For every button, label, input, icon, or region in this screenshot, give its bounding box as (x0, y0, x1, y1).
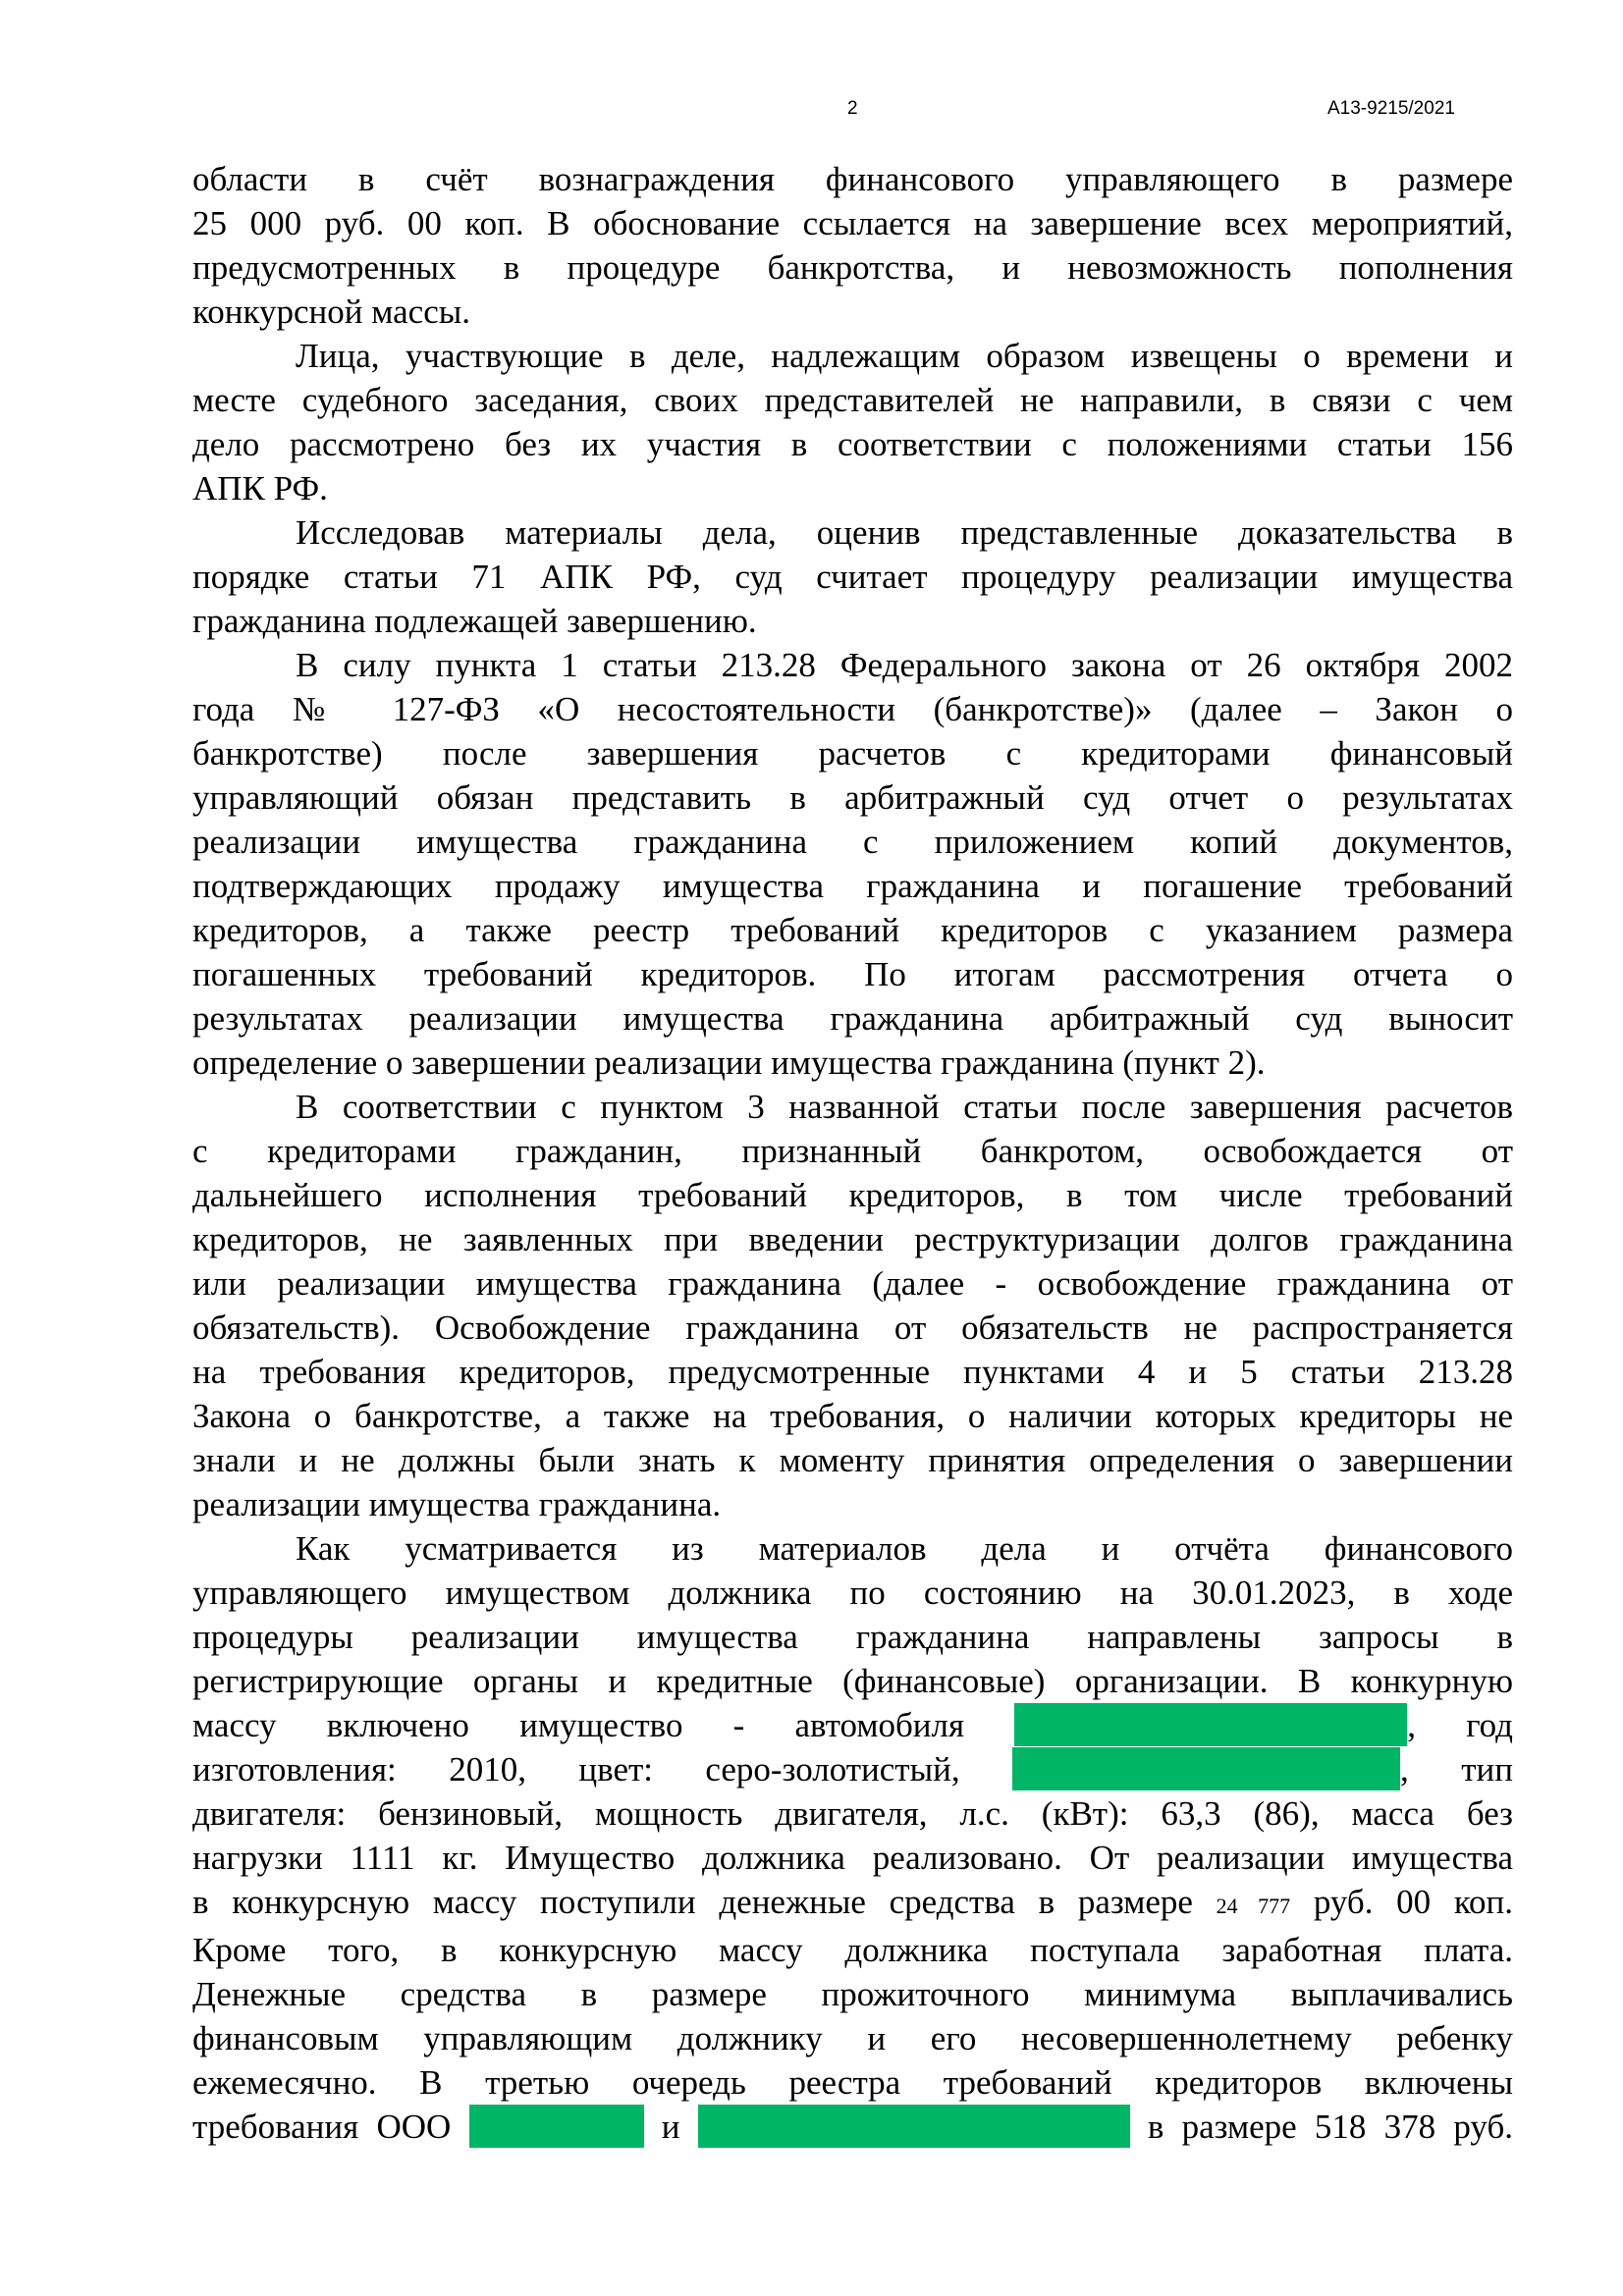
text-line (192, 2105, 1513, 2149)
text-line: предусмотренных в процедуре банкротства, и невозможность пополнения (192, 248, 1513, 287)
text-line: или реализации имущества гражданина (далее - освобождение гражданина от (192, 1264, 1513, 1303)
text-line: нагрузки 1111 кг. Имущество должника реализовано. От реализации имущества (192, 1839, 1513, 1877)
redaction-creditor-name-2 (698, 2105, 1130, 2148)
text-line: двигателя: бензиновый, мощность двигателя, л.с. (кВт): 63,3 (86), масса без (192, 1794, 1513, 1833)
text-fragment: массу включено имущество - автомобиля (192, 1706, 965, 1744)
text-line: конкурсной массы. (192, 293, 470, 331)
text-line: знали и не должны были знать к моменту принятия определения о завершении (192, 1441, 1513, 1479)
text-line: финансовым управляющим должнику и его несовершеннолетнему ребенку (192, 2019, 1513, 2057)
text-fragment: и (661, 2108, 680, 2146)
text-line: В силу пункта 1 статьи 213.28 Федерального закона от 26 октября 2002 (296, 646, 1513, 684)
text-line: дальнейшего исполнения требований кредиторов, в том числе требований (192, 1176, 1513, 1214)
text-line: кредиторов, не заявленных при введении реструктуризации долгов гражданина (192, 1220, 1513, 1258)
text-line: погашенных требований кредиторов. По итогам рассмотрения отчета о (192, 955, 1513, 993)
text-line: области в счёт вознаграждения финансового управляющего в размере (192, 160, 1513, 198)
text-line: года № 127-ФЗ «О несостоятельности (банкротстве)» (далее – Закон о (192, 690, 1513, 728)
case-number: А13-9215/2021 (1327, 98, 1455, 119)
text-line (192, 1880, 1513, 1928)
text-line: гражданина подлежащей завершению. (192, 602, 757, 640)
text-line: ежемесячно. В третью очередь реестра требований кредиторов включены (192, 2063, 1513, 2102)
text-fragment: изготовления: 2010, цвет: серо-золотистый, (192, 1750, 960, 1789)
text-line: с кредиторами гражданин, признанный банкротом, освобождается от (192, 1132, 1513, 1170)
text-fragment: в конкурсную массу поступили денежные средства в размере (192, 1883, 1193, 1921)
text-line: банкротстве) после завершения расчетов с кредиторами финансовый (192, 734, 1513, 773)
paragraph-case-materials (192, 1526, 1513, 2149)
text-line: АПК РФ. (192, 469, 328, 507)
text-line: управляющего имуществом должника по состоянию на 30.01.2023, в ходе (192, 1574, 1513, 1612)
sale-amount: 24 777 (1216, 1894, 1291, 1918)
text-line (192, 1747, 1513, 1791)
redaction-creditor-name (469, 2105, 644, 2148)
text-line: на требования кредиторов, предусмотренные пунктами 4 и 5 статьи 213.28 (192, 1353, 1513, 1391)
paragraph-release-from-obligations (192, 1085, 1513, 1526)
redaction-vehicle-vin (1012, 1747, 1400, 1790)
text-line: регистрирующие органы и кредитные (финансовые) организации. В конкурную (192, 1662, 1513, 1700)
redaction-vehicle-model (1014, 1703, 1407, 1746)
text-fragment: , тип (1400, 1750, 1513, 1789)
text-line: месте судебного заседания, своих представителей не направили, в связи с чем (192, 381, 1513, 419)
text-line: Исследовав материалы дела, оценив представленные доказательства в (296, 513, 1513, 552)
text-line: управляющий обязан представить в арбитражный суд отчет о результатах (192, 778, 1513, 817)
text-line: Закона о банкротстве, а также на требования, о наличии которых кредиторы не (192, 1397, 1513, 1435)
paragraph-fee-request (192, 157, 1513, 334)
text-line: процедуры реализации имущества гражданина направлены запросы в (192, 1618, 1513, 1656)
text-fragment: , год (1407, 1706, 1513, 1744)
text-line: Денежные средства в размере прожиточного минимума выплачивались (192, 1975, 1513, 2013)
paragraph-participants-notified (192, 334, 1513, 510)
text-line: 25 000 руб. 00 коп. В обоснование ссылается на завершение всех мероприятий, (192, 204, 1513, 242)
text-line: подтверждающих продажу имущества гражданина и погашение требований (192, 867, 1513, 905)
page-number: 2 (847, 98, 858, 119)
text-line: реализации имущества гражданина с приложением копий документов, (192, 823, 1513, 861)
text-fragment: в размере 518 378 руб. (1147, 2108, 1514, 2146)
text-line: Как усматривается из материалов дела и отчёта финансового (296, 1529, 1513, 1568)
document-body (192, 157, 1513, 2149)
text-line: дело рассмотрено без их участия в соответствии с положениями статьи 156 (192, 425, 1513, 463)
text-line: Лица, участвующие в деле, надлежащим образом извещены о времени и (296, 337, 1513, 375)
text-line: порядке статьи 71 АПК РФ, суд считает процедуру реализации имущества (192, 558, 1513, 596)
text-fragment: руб. 00 коп. (1313, 1883, 1514, 1921)
text-line: результатах реализации имущества гражданина арбитражный суд выносит (192, 999, 1513, 1038)
text-line: В соответствии с пунктом 3 названной статьи после завершения расчетов (296, 1088, 1513, 1126)
paragraph-court-assessment (192, 510, 1513, 643)
text-line: реализации имущества гражданина. (192, 1485, 722, 1523)
text-line: определение о завершении реализации имущества гражданина (пункт 2). (192, 1043, 1266, 1082)
text-line: кредиторов, а также реестр требований кредиторов с указанием размера (192, 911, 1513, 949)
text-fragment: требования ООО (192, 2108, 452, 2146)
paragraph-law-article-213-28 (192, 643, 1513, 1085)
text-line (192, 1703, 1513, 1747)
text-line: Кроме того, в конкурсную массу должника поступала заработная плата. (192, 1931, 1513, 1969)
text-line: обязательств). Освобождение гражданина от обязательств не распространяется (192, 1308, 1513, 1347)
